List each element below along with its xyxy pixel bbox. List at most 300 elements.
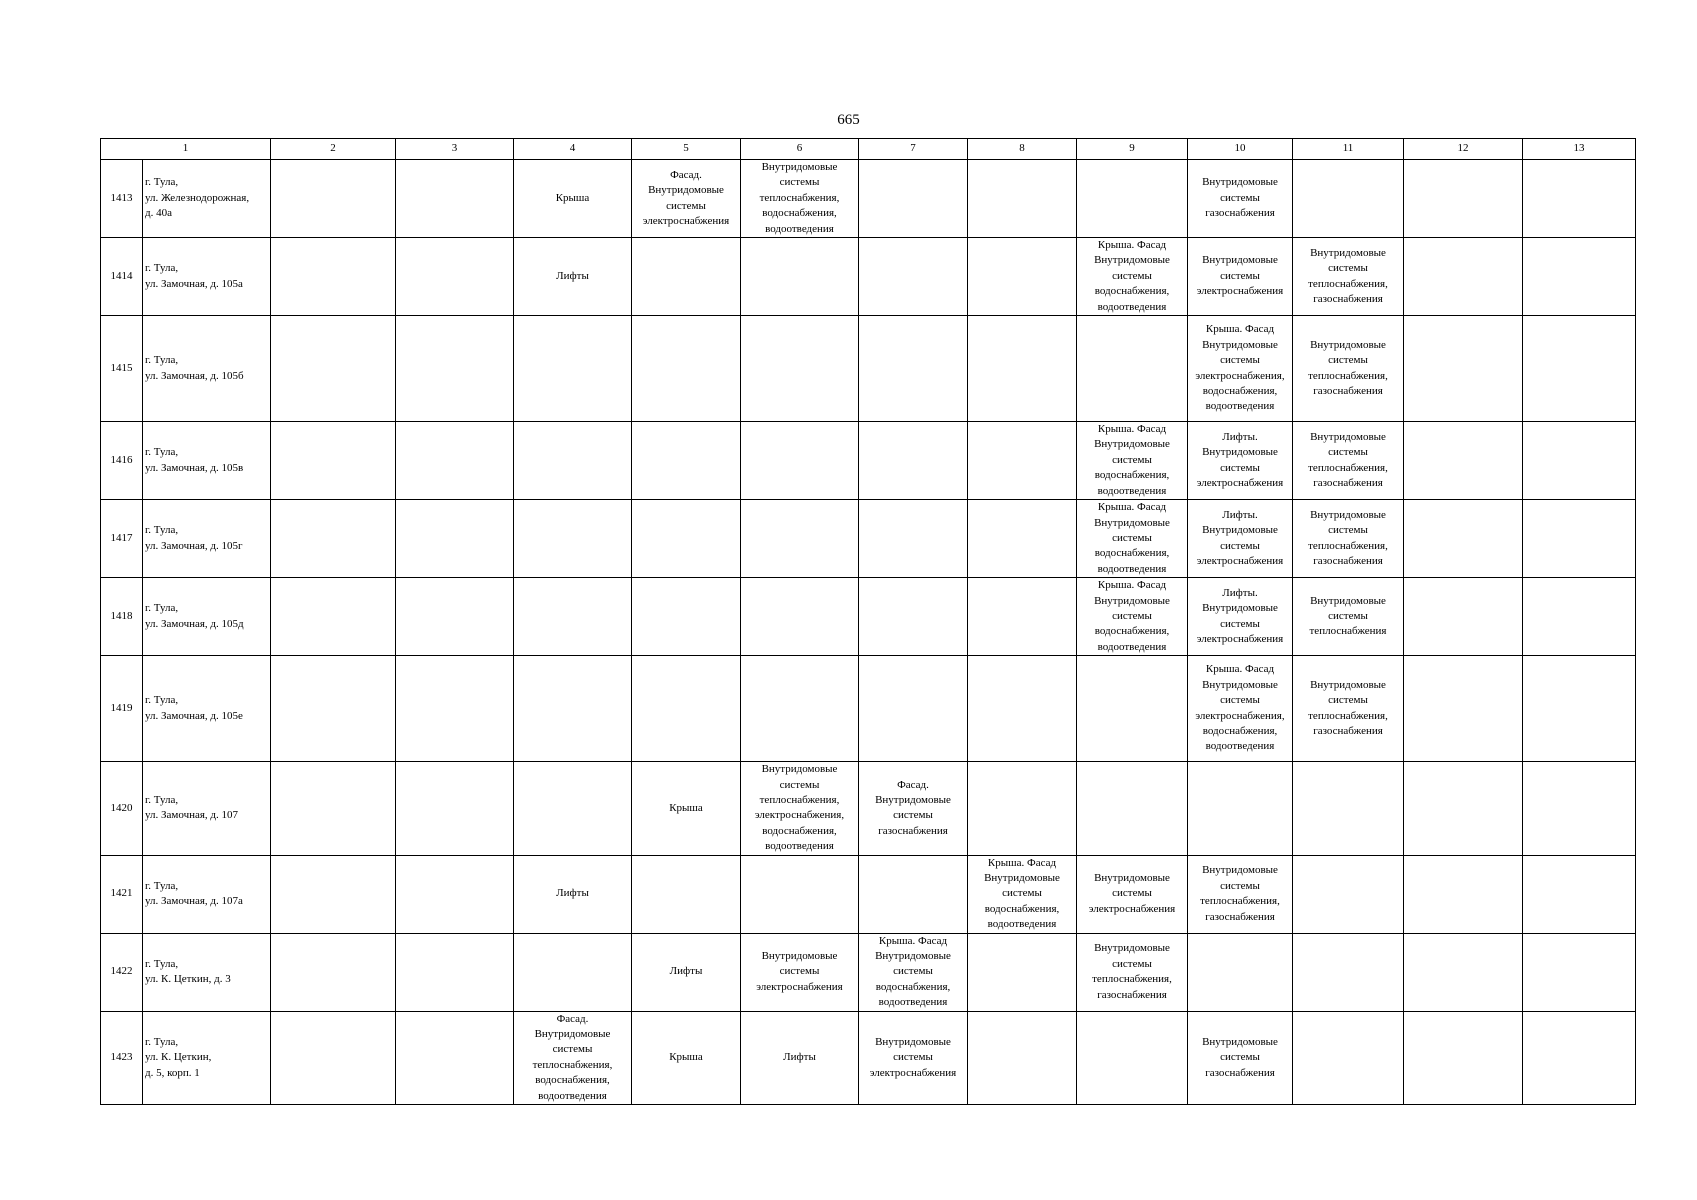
work-line: водоснабжения, xyxy=(762,824,837,837)
work-cell-col-12 xyxy=(1404,762,1523,855)
work-line: Внутридомовые xyxy=(648,184,724,197)
work-cell-col-13 xyxy=(1523,316,1636,422)
work-cell-col-4 xyxy=(514,1011,632,1104)
work-line: системы xyxy=(779,176,820,189)
work-line: электроснабжения, xyxy=(754,809,845,822)
column-header-11: 11 xyxy=(1293,139,1404,160)
work-line: Внутридомовые xyxy=(875,793,951,806)
work-cell-col-12 xyxy=(1404,855,1523,933)
address-line: г. Тула, xyxy=(145,1035,179,1048)
work-cell-col-4 xyxy=(514,500,632,578)
work-line: Внутридомовые xyxy=(1310,678,1386,691)
work-cell-col-11 xyxy=(1293,160,1404,238)
row-number: 1420 xyxy=(101,762,143,855)
work-line: теплоснабжения xyxy=(1309,625,1387,638)
row-number: 1423 xyxy=(101,1011,143,1104)
work-line: системы xyxy=(1328,524,1368,537)
work-cell-col-11 xyxy=(1293,316,1404,422)
work-line: газоснабжения xyxy=(1313,555,1383,568)
work-line: системы xyxy=(1220,354,1260,367)
work-cell-col-11 xyxy=(1293,933,1404,1011)
work-line: водоотведения xyxy=(765,840,834,853)
work-line: системы xyxy=(893,809,933,822)
work-cell-col-9 xyxy=(1077,422,1188,500)
work-line: Внутридомовые xyxy=(1310,508,1386,521)
work-line: водоснабжения, xyxy=(535,1074,610,1087)
address-line: ул. Железнодорожная, xyxy=(145,191,250,204)
work-cell-col-6 xyxy=(741,238,859,316)
work-cell-col-13 xyxy=(1523,160,1636,238)
address-line: г. Тула, xyxy=(145,793,179,806)
work-line: газоснабжения xyxy=(1313,384,1383,397)
capital-repair-table xyxy=(100,138,1636,1105)
work-cell-col-7 xyxy=(859,933,968,1011)
work-line: Внутридомовые xyxy=(1202,524,1278,537)
work-cell-col-7 xyxy=(859,500,968,578)
work-line: системы xyxy=(1328,262,1368,275)
work-line: электроснабжения, xyxy=(1195,369,1285,382)
address-line: ул. Замочная, д. 105б xyxy=(145,369,244,382)
column-header-13: 13 xyxy=(1523,139,1636,160)
work-line: водоснабжения, xyxy=(1094,547,1170,560)
work-line: теплоснабжения, xyxy=(1308,369,1388,382)
work-cell-col-6 xyxy=(741,1011,859,1104)
work-line: газоснабжения xyxy=(878,824,948,837)
work-line: теплоснабжения, xyxy=(1308,539,1388,552)
work-cell-col-11 xyxy=(1293,422,1404,500)
address-cell xyxy=(143,238,271,316)
work-line: Внутридомовые xyxy=(1094,438,1170,451)
address-cell xyxy=(143,160,271,238)
work-cell-col-5 xyxy=(632,238,741,316)
work-line: системы xyxy=(1112,609,1152,622)
work-cell-col-8 xyxy=(968,238,1077,316)
work-line: водоотведения xyxy=(987,918,1057,931)
work-cell-col-5 xyxy=(632,933,741,1011)
address-line: ул. Замочная, д. 105д xyxy=(145,617,244,630)
work-cell-col-13 xyxy=(1523,578,1636,656)
work-line: электроснабжения xyxy=(869,1066,957,1079)
work-line: водоотведения xyxy=(1205,740,1275,753)
work-cell-col-12 xyxy=(1404,1011,1523,1104)
work-cell-col-4 xyxy=(514,933,632,1011)
work-line: Внутридомовые xyxy=(1094,516,1170,529)
work-cell-col-13 xyxy=(1523,656,1636,762)
work-cell-col-10 xyxy=(1188,160,1293,238)
work-line: теплоснабжения, xyxy=(759,793,840,806)
work-cell-col-2 xyxy=(271,160,396,238)
work-line: теплоснабжения, xyxy=(759,191,840,204)
work-cell-col-9 xyxy=(1077,762,1188,855)
work-cell-col-3 xyxy=(396,238,514,316)
work-line: электроснабжения xyxy=(1196,285,1284,298)
work-line: Лифты. xyxy=(1222,430,1258,443)
work-line: Крыша. Фасад xyxy=(1205,663,1275,676)
address-line: г. Тула, xyxy=(145,446,179,459)
work-line: системы xyxy=(1328,694,1368,707)
row-number: 1418 xyxy=(101,578,143,656)
work-cell-col-13 xyxy=(1523,933,1636,1011)
column-header-2: 2 xyxy=(271,139,396,160)
work-line: теплоснабжения, xyxy=(532,1058,613,1071)
work-line: системы xyxy=(1112,531,1152,544)
work-line: Внутридомовые xyxy=(875,1035,951,1048)
address-line: г. Тула, xyxy=(145,262,179,275)
work-cell-col-13 xyxy=(1523,762,1636,855)
work-line: Фасад. xyxy=(556,1012,589,1025)
work-cell-col-2 xyxy=(271,238,396,316)
work-cell-col-5 xyxy=(632,160,741,238)
row-number: 1416 xyxy=(101,422,143,500)
work-cell-col-13 xyxy=(1523,500,1636,578)
work-line: Лифты. xyxy=(1222,508,1258,521)
work-line: водоснабжения, xyxy=(1094,469,1170,482)
row-number: 1415 xyxy=(101,316,143,422)
work-cell-col-2 xyxy=(271,656,396,762)
work-cell-col-5 xyxy=(632,656,741,762)
work-cell-col-7 xyxy=(859,855,968,933)
work-line: водоснабжения, xyxy=(762,207,837,220)
work-line: Внутридомовые xyxy=(1310,430,1386,443)
work-cell-col-7 xyxy=(859,422,968,500)
address-cell xyxy=(143,656,271,762)
work-cell-col-6 xyxy=(741,422,859,500)
work-line: Внутридомовые xyxy=(761,161,838,173)
work-line: Внутридомовые xyxy=(1202,338,1278,351)
work-line: Лифты xyxy=(556,887,589,900)
work-cell-col-9 xyxy=(1077,578,1188,656)
work-line: Внутридомовые xyxy=(1094,594,1170,607)
column-header-9: 9 xyxy=(1077,139,1188,160)
work-line: водоснабжения, xyxy=(1202,725,1278,738)
header-row xyxy=(101,139,1636,160)
address-line: ул. Замочная, д. 105в xyxy=(145,461,244,474)
work-cell-col-9 xyxy=(1077,656,1188,762)
table-row xyxy=(101,855,1636,933)
work-line: водоснабжения, xyxy=(1202,384,1278,397)
work-line: системы xyxy=(1328,609,1368,622)
work-line: системы xyxy=(1220,539,1260,552)
address-cell xyxy=(143,422,271,500)
work-line: электроснабжения xyxy=(1196,476,1284,489)
address-line: г. Тула, xyxy=(145,602,179,615)
work-cell-col-10 xyxy=(1188,855,1293,933)
work-line: системы xyxy=(552,1043,593,1056)
work-line: Крыша. Фасад xyxy=(1097,579,1167,592)
address-line: ул. Замочная, д. 105г xyxy=(145,539,243,552)
work-line: Внутридомовые xyxy=(1310,594,1386,607)
address-line: ул. К. Цеткин, xyxy=(145,1051,212,1064)
work-cell-col-3 xyxy=(396,578,514,656)
work-cell-col-6 xyxy=(741,656,859,762)
work-cell-col-2 xyxy=(271,855,396,933)
work-line: Крыша. Фасад xyxy=(1205,323,1275,336)
address-line: г. Тула, xyxy=(145,524,179,537)
work-cell-col-3 xyxy=(396,500,514,578)
work-cell-col-11 xyxy=(1293,762,1404,855)
work-cell-col-2 xyxy=(271,933,396,1011)
work-line: Внутридомовые xyxy=(761,950,838,963)
column-header-10: 10 xyxy=(1188,139,1293,160)
work-cell-col-3 xyxy=(396,656,514,762)
work-cell-col-8 xyxy=(968,656,1077,762)
work-line: системы xyxy=(1220,694,1260,707)
work-line: системы xyxy=(1002,887,1042,900)
work-line: Внутридомовые xyxy=(1202,176,1278,189)
work-cell-col-13 xyxy=(1523,238,1636,316)
column-header-1: 1 xyxy=(101,139,271,160)
column-header-8: 8 xyxy=(968,139,1077,160)
work-cell-col-12 xyxy=(1404,316,1523,422)
address-line: г. Тула, xyxy=(145,694,179,707)
address-line: ул. Замочная, д. 105е xyxy=(145,709,243,722)
work-cell-col-10 xyxy=(1188,933,1293,1011)
work-line: Внутридомовые xyxy=(1202,864,1278,877)
work-cell-col-11 xyxy=(1293,656,1404,762)
work-line: системы xyxy=(1328,354,1368,367)
work-cell-col-4 xyxy=(514,762,632,855)
work-line: Внутридомовые xyxy=(1202,254,1278,267)
work-cell-col-10 xyxy=(1188,500,1293,578)
column-header-5: 5 xyxy=(632,139,741,160)
work-line: водоотведения xyxy=(878,996,948,1009)
work-line: Лифты xyxy=(556,269,589,282)
address-line: ул. Замочная, д. 105а xyxy=(145,277,243,290)
work-cell-col-4 xyxy=(514,422,632,500)
work-cell-col-6 xyxy=(741,855,859,933)
work-cell-col-10 xyxy=(1188,578,1293,656)
work-cell-col-3 xyxy=(396,316,514,422)
work-line: водоотведения xyxy=(1097,300,1167,313)
work-line: системы xyxy=(666,199,706,212)
row-number: 1419 xyxy=(101,656,143,762)
work-line: Крыша. Фасад xyxy=(987,856,1057,869)
address-line: г. Тула, xyxy=(145,354,179,367)
work-cell-col-10 xyxy=(1188,238,1293,316)
address-line: г. Тула, xyxy=(145,176,179,189)
work-cell-col-8 xyxy=(968,762,1077,855)
address-cell xyxy=(143,933,271,1011)
work-line: Крыша xyxy=(555,191,590,204)
work-line: водоотведения xyxy=(538,1089,607,1102)
work-cell-col-4 xyxy=(514,855,632,933)
work-cell-col-3 xyxy=(396,422,514,500)
work-line: теплоснабжения, xyxy=(1308,277,1388,290)
work-line: водоотведения xyxy=(1097,484,1167,497)
work-cell-col-7 xyxy=(859,238,968,316)
work-cell-col-12 xyxy=(1404,422,1523,500)
work-line: системы xyxy=(893,965,933,978)
work-line: системы xyxy=(1220,461,1260,474)
work-line: Лифты. xyxy=(1222,586,1258,599)
work-cell-col-9 xyxy=(1077,316,1188,422)
work-line: Внутридомовые xyxy=(875,950,951,963)
work-line: Внутридомовые xyxy=(984,872,1060,884)
work-line: газоснабжения xyxy=(1205,1066,1275,1079)
work-cell-col-3 xyxy=(396,855,514,933)
work-line: теплоснабжения, xyxy=(1092,973,1172,986)
work-line: системы xyxy=(1112,453,1152,466)
work-cell-col-3 xyxy=(396,762,514,855)
address-line: д. 40а xyxy=(145,207,172,220)
work-line: Крыша xyxy=(669,801,703,814)
work-cell-col-5 xyxy=(632,316,741,422)
work-cell-col-7 xyxy=(859,578,968,656)
work-cell-col-7 xyxy=(859,160,968,238)
work-cell-col-5 xyxy=(632,1011,741,1104)
row-number: 1414 xyxy=(101,238,143,316)
work-cell-col-9 xyxy=(1077,1011,1188,1104)
work-cell-col-5 xyxy=(632,855,741,933)
work-line: водоснабжения, xyxy=(1094,285,1170,298)
work-line: Внутридомовые xyxy=(1310,246,1386,259)
work-cell-col-12 xyxy=(1404,933,1523,1011)
table-row xyxy=(101,160,1636,238)
work-cell-col-9 xyxy=(1077,500,1188,578)
work-line: водоснабжения, xyxy=(875,980,951,993)
work-cell-col-7 xyxy=(859,316,968,422)
page-number: 665 xyxy=(837,112,860,128)
work-cell-col-4 xyxy=(514,238,632,316)
work-cell-col-8 xyxy=(968,1011,1077,1104)
work-cell-col-11 xyxy=(1293,578,1404,656)
column-header-6: 6 xyxy=(741,139,859,160)
work-cell-col-6 xyxy=(741,762,859,855)
address-line: ул. Замочная, д. 107 xyxy=(145,809,239,822)
address-cell xyxy=(143,500,271,578)
work-cell-col-3 xyxy=(396,933,514,1011)
work-cell-col-7 xyxy=(859,1011,968,1104)
work-cell-col-5 xyxy=(632,422,741,500)
work-cell-col-9 xyxy=(1077,933,1188,1011)
table-row xyxy=(101,422,1636,500)
address-line: ул. Замочная, д. 107а xyxy=(145,895,243,908)
row-number: 1422 xyxy=(101,933,143,1011)
work-line: Внутридомовые xyxy=(1310,338,1386,351)
work-cell-col-4 xyxy=(514,316,632,422)
work-line: водоотведения xyxy=(1097,640,1167,653)
work-cell-col-6 xyxy=(741,933,859,1011)
work-cell-col-2 xyxy=(271,422,396,500)
work-line: водоотведения xyxy=(1097,562,1167,575)
address-cell xyxy=(143,316,271,422)
work-line: Внутридомовые xyxy=(1094,872,1170,884)
work-cell-col-11 xyxy=(1293,1011,1404,1104)
work-line: газоснабжения xyxy=(1205,910,1275,923)
work-cell-col-10 xyxy=(1188,762,1293,855)
work-cell-col-8 xyxy=(968,316,1077,422)
work-line: водоснабжения, xyxy=(1094,625,1170,638)
work-line: системы xyxy=(1112,887,1152,900)
work-cell-col-2 xyxy=(271,578,396,656)
work-cell-col-4 xyxy=(514,578,632,656)
work-line: электроснабжения xyxy=(756,980,843,993)
work-cell-col-10 xyxy=(1188,316,1293,422)
address-line: д. 5, корп. 1 xyxy=(145,1066,200,1079)
work-cell-col-2 xyxy=(271,316,396,422)
work-cell-col-2 xyxy=(271,762,396,855)
table-row xyxy=(101,933,1636,1011)
work-line: Внутридомовые xyxy=(1202,602,1278,615)
work-line: системы xyxy=(779,965,820,978)
work-cell-col-4 xyxy=(514,656,632,762)
work-cell-col-12 xyxy=(1404,160,1523,238)
work-line: Внутридомовые xyxy=(1094,254,1170,267)
work-line: электроснабжения, xyxy=(1195,709,1285,722)
address-cell xyxy=(143,762,271,855)
column-header-12: 12 xyxy=(1404,139,1523,160)
work-line: Внутридомовые xyxy=(534,1028,611,1041)
work-cell-col-12 xyxy=(1404,578,1523,656)
work-line: Внутридомовые xyxy=(1202,1035,1278,1048)
work-line: системы xyxy=(893,1051,933,1064)
work-cell-col-3 xyxy=(396,1011,514,1104)
work-line: газоснабжения xyxy=(1313,725,1383,738)
work-line: Лифты xyxy=(669,965,703,978)
work-cell-col-5 xyxy=(632,500,741,578)
work-cell-col-2 xyxy=(271,1011,396,1104)
work-line: теплоснабжения, xyxy=(1308,709,1388,722)
column-header-7: 7 xyxy=(859,139,968,160)
work-line: Внутридомовые xyxy=(1202,446,1278,459)
table-row xyxy=(101,762,1636,855)
work-cell-col-6 xyxy=(741,578,859,656)
work-line: газоснабжения xyxy=(1097,988,1167,1001)
work-cell-col-9 xyxy=(1077,238,1188,316)
table-row xyxy=(101,656,1636,762)
work-line: газоснабжения xyxy=(1313,292,1383,305)
work-line: Крыша xyxy=(669,1051,703,1064)
address-cell xyxy=(143,855,271,933)
work-line: Фасад. xyxy=(670,168,702,181)
work-line: Лифты xyxy=(783,1051,816,1064)
work-cell-col-8 xyxy=(968,933,1077,1011)
work-cell-col-3 xyxy=(396,160,514,238)
address-line: г. Тула, xyxy=(145,957,179,970)
work-line: системы xyxy=(1220,879,1260,892)
work-line: системы xyxy=(1220,191,1260,204)
work-line: Фасад. xyxy=(897,778,929,791)
work-line: газоснабжения xyxy=(1313,476,1383,489)
work-cell-col-6 xyxy=(741,160,859,238)
work-line: водоотведения xyxy=(765,222,834,235)
work-line: газоснабжения xyxy=(1205,207,1275,220)
table-row xyxy=(101,500,1636,578)
address-cell xyxy=(143,1011,271,1104)
work-line: электроснабжения xyxy=(642,214,730,227)
work-line: Крыша. Фасад xyxy=(1097,501,1167,514)
work-cell-col-13 xyxy=(1523,855,1636,933)
work-cell-col-8 xyxy=(968,160,1077,238)
work-line: Крыша. Фасад xyxy=(878,934,948,947)
work-cell-col-2 xyxy=(271,500,396,578)
work-cell-col-12 xyxy=(1404,500,1523,578)
row-number: 1417 xyxy=(101,500,143,578)
work-cell-col-8 xyxy=(968,500,1077,578)
work-line: системы xyxy=(779,778,820,791)
work-cell-col-8 xyxy=(968,578,1077,656)
work-cell-col-11 xyxy=(1293,238,1404,316)
work-line: системы xyxy=(1220,269,1260,282)
work-cell-col-10 xyxy=(1188,1011,1293,1104)
address-line: ул. К. Цеткин, д. 3 xyxy=(145,973,231,986)
work-cell-col-8 xyxy=(968,422,1077,500)
table-row xyxy=(101,578,1636,656)
work-cell-col-6 xyxy=(741,316,859,422)
work-cell-col-9 xyxy=(1077,855,1188,933)
work-cell-col-11 xyxy=(1293,855,1404,933)
work-cell-col-7 xyxy=(859,762,968,855)
